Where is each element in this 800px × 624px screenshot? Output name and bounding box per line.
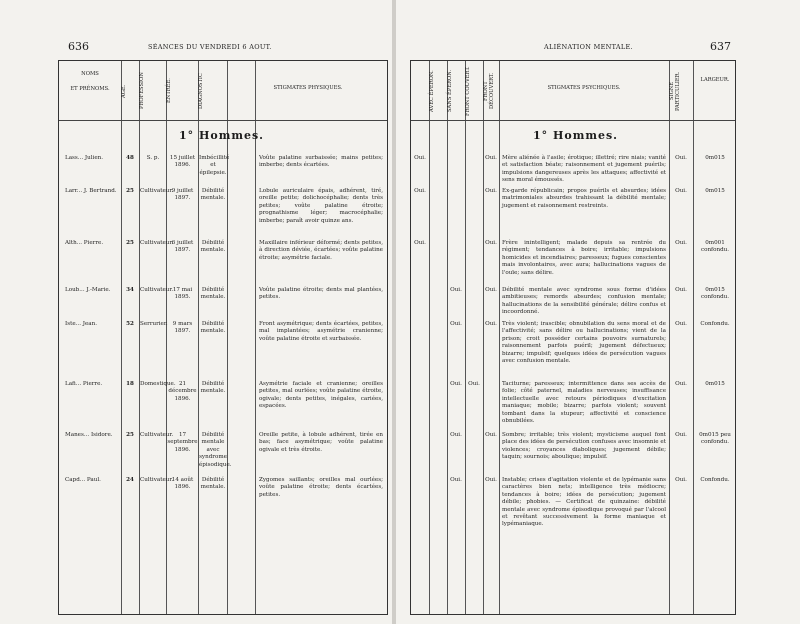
cell-largeur: Confondu. [700, 321, 730, 327]
cell-entree: 14 août 1896. [171, 477, 194, 491]
cell-sans-eperon: Oui. [450, 287, 462, 293]
cell-stigmates-physiques: Voûte palatine surbaissée; mains petites; imberbe; dents écartées. [259, 155, 383, 169]
cell-nom: Manes... Isidore. [65, 432, 113, 438]
cell-profession: Serrurier. [140, 321, 168, 327]
cell-age: 34 [126, 287, 134, 293]
cell-profession: Cultivateur. [140, 188, 174, 194]
cell-stigmates-psychiques: Instable; crises d'agitation violente et de lypémanie sans caractères bien nets; intelligence très médiocre; tendances à boire; idées de persécution; jugement débile; phobies. — Certificat de quinzaine: débilité mentale avec syndrome épisodique provoqué par l'alcool et revêtant successivement la forme maniaque et lypémaniaque. [502, 477, 666, 528]
left-page [0, 0, 392, 624]
cell-age: 48 [126, 155, 134, 161]
cell-nom: Alth... Pierre. [65, 240, 104, 246]
cell-nom: Capd... Paul. [65, 477, 101, 483]
cell-avec-eperon: Oui. [414, 155, 426, 161]
header-noms: NOMS ET PRÉNOMS. [70, 71, 110, 93]
cell-largeur: 0m015 [705, 155, 725, 161]
cell-stigmates-physiques: Zygomes saillants; oreilles mal ourlées; voûte palatine étroite; dents écartées, petites. [259, 477, 383, 498]
cell-signe: Oui. [675, 188, 687, 194]
running-head-right: ALIÉNATION MENTALE. [544, 43, 633, 51]
cell-signe: Oui. [675, 477, 687, 483]
cell-entree: 21 décembre 1896. [168, 381, 197, 402]
cell-nom: Iste... Jean. [65, 321, 98, 327]
cell-stigmates-physiques: Asymétrie faciale et cranienne; oreilles petites, mal ourlées; voûte palatine étroite, ogivale; dents petites, inégales, cariées, espacées. [259, 381, 383, 410]
cell-stigmates-psychiques: Débilité mentale avec syndrome sous forme d'idées ambitieuses; remords absurdes; confusion mentale; hallucinations de la sensibilité générale; délire confus et incoordonné. [502, 287, 666, 316]
cell-profession: Domestique. [140, 381, 176, 387]
cell-stigmates-psychiques: Très violent; irascible; obnubilation du sens moral et de l'affectivité; sans délire ou hallucinations; vient de la prison; croit posséder certains pouvoirs surnaturels; raisonnement parfois puéril; jugement défectueux; bizarre; impulsif; quelques idées de persécution vagues avec confusion mentale. [502, 321, 666, 364]
cell-signe: Oui. [675, 381, 687, 387]
header-age: AGE. [121, 84, 127, 98]
cell-diagnostic: Débilité mentale. [200, 287, 226, 301]
cell-stigmates-physiques: Voûte palatine étroite; dents mal plantées, petites. [259, 287, 383, 301]
cell-age: 25 [126, 240, 134, 246]
cell-signe: Oui. [675, 321, 687, 327]
header-front-decouvert: FRONT DÉCOUVERT. [483, 72, 495, 110]
cell-front-decouvert: Oui. [485, 287, 497, 293]
cell-front-decouvert: Oui. [485, 432, 497, 438]
cell-stigmates-psychiques: Frère inintelligent; malade depuis sa rentrée du régiment; tendances à boire; irritable; impulsions homicides et incendiaires; paresseux; fugues conscientes mais involontaires, avec aura; hallucinations vagues de l'ouïe; sans délire. [502, 240, 666, 276]
cell-diagnostic: Imbécillité et épilepsie. [199, 155, 230, 176]
header-largeur: LARGEUR. [700, 77, 730, 83]
cell-entree: 17 septembre 1896. [167, 432, 198, 453]
cell-nom: Loub... J.-Marie. [65, 287, 111, 293]
cell-diagnostic: Débilité mentale. [200, 188, 226, 202]
cell-front-decouvert: Oui. [485, 155, 497, 161]
cell-entree: 17 mai 1895. [172, 287, 193, 301]
cell-stigmates-psychiques: Taciturne; paresseux; intermittence dans ses accès de folie; côté paternel, maladies nerveuses; insuffisance intellectuelle avec retours périodiques d'excitation maniaque; mobile; bizarre; parfois violent; souvent tombant dans la stupeur; affectivité et conscience obnubilées. [502, 381, 666, 424]
cell-entree: 9 mars 1897. [172, 321, 193, 335]
cell-nom: Lafi... Pierre. [65, 381, 103, 387]
cell-entree: 9 juillet 1897. [171, 188, 194, 202]
cell-nom: Lass... Julien. [65, 155, 104, 161]
cell-signe: Oui. [675, 240, 687, 246]
cell-stigmates-physiques: Maxillaire inférieur déformé; dents petites, à direction déviée, écartées; voûte palatine étroite; asymétrie faciale. [259, 240, 383, 261]
cell-age: 52 [126, 321, 134, 327]
header-sans-eperon: SANS ÉPERON. [447, 69, 453, 113]
cell-signe: Oui. [675, 287, 687, 293]
cell-front-decouvert: Oui. [485, 240, 497, 246]
header-profession: PROFESSION [139, 72, 145, 110]
running-head-left: SÉANCES DU VENDREDI 6 AOUT. [148, 43, 272, 51]
cell-signe: Oui. [675, 432, 687, 438]
cell-diagnostic: Débilité mentale. [200, 240, 226, 254]
cell-profession: S. p. [146, 155, 160, 161]
cell-signe: Oui. [675, 155, 687, 161]
header-stigmates-physiques: STIGMATES PHYSIQUES. [273, 85, 343, 91]
cell-profession: Cultivateur. [140, 477, 174, 483]
cell-sans-eperon: Oui. [450, 381, 462, 387]
cell-stigmates-psychiques: Sombre; irritable; très violent; mysticisme auquel font place des idées de persécution confuses avec insomnie et violences; croyances diaboliques; jugement débile; taquin; sournois; aboulique; impulsif. [502, 432, 666, 461]
cell-stigmates-physiques: Oreille petite, à lobule adhérent, tirée en bas; face asymétrique; voûte palatine ogivale et très étroite. [259, 432, 383, 453]
header-avec-eperon: AVEC ÉPERON. [429, 70, 435, 112]
cell-sans-eperon: Oui. [450, 321, 462, 327]
cell-stigmates-physiques: Front asymétrique; dents écartées, petites, mal implantées; asymétrie cranienne; voûte palatine étroite et surbaissée. [259, 321, 383, 342]
cell-front-decouvert: Oui. [485, 477, 497, 483]
header-diagnostic: DIAGNOSTIC [198, 73, 204, 109]
cell-diagnostic: Débilité mentale. [200, 321, 226, 335]
cell-avec-eperon: Oui. [414, 240, 426, 246]
header-stigmates-psychiques: STIGMATES PSYCHIQUES. [547, 85, 621, 91]
cell-nom: Larr... J. Bertrand. [65, 188, 117, 194]
cell-stigmates-psychiques: Ex-garde républicain; propos puérils et absurdes; idées matrimoniales absurdes trahissant la débilité mentale; jugement et raisonnement restreints. [502, 188, 666, 209]
cell-front-decouvert: Oui. [485, 321, 497, 327]
cell-largeur: 0m015 [705, 381, 725, 387]
cell-stigmates-physiques: Lobule auriculaire épais, adhérent, tiré, oreille petite; dolichocéphalie; dents très petites; voûte palatine étroite; prognathisme léger; macrocéphalie; imberbe; paraît avoir quinze ans. [259, 188, 383, 224]
cell-entree: 6 juillet 1897. [171, 240, 194, 254]
cell-diagnostic: Débilité mentale. [200, 381, 226, 395]
table-right [410, 60, 736, 615]
cell-diagnostic: Débilité mentale avec syndrome épisodique. [199, 432, 232, 468]
cell-stigmates-psychiques: Mère aliénée à l'asile; érotique; illettré; rire niais; vanité et satisfaction béate; raisonnement et jugement puérils; impulsions dangereuses après les attaques; affectivité et sens moral émoussés. [502, 155, 666, 184]
cell-entree: 15 juillet 1896. [169, 155, 196, 169]
section-title-left: 1° Hommes. [179, 129, 265, 142]
page-number-right: 637 [710, 40, 731, 53]
cell-sans-eperon: Oui. [450, 477, 462, 483]
cell-diagnostic: Débilité mentale. [200, 477, 226, 491]
cell-profession: Cultivateur. [140, 287, 174, 293]
header-front-couvert: FRONT COUVERT. [465, 66, 471, 116]
cell-profession: Cultivateur. [140, 240, 174, 246]
header-entree: ENTRÉE. [166, 78, 172, 104]
cell-largeur: 0m015 peu confondu. [699, 432, 731, 446]
section-title-right: 1° Hommes. [533, 129, 619, 142]
cell-age: 24 [126, 477, 134, 483]
cell-front-couvert: Oui. [468, 381, 480, 387]
cell-largeur: Confondu. [700, 477, 730, 483]
cell-age: 25 [126, 432, 134, 438]
cell-largeur: 0m015 [705, 188, 725, 194]
cell-front-decouvert: Oui. [485, 188, 497, 194]
page-number-left: 636 [68, 40, 89, 53]
cell-largeur: 0m001 confondu. [700, 240, 730, 254]
cell-age: 18 [126, 381, 134, 387]
right-page [396, 0, 800, 624]
cell-sans-eperon: Oui. [450, 432, 462, 438]
header-signe-particulier: SIGNE PARTICULIER. [669, 71, 681, 111]
cell-avec-eperon: Oui. [414, 188, 426, 194]
cell-profession: Cultivateur. [140, 432, 174, 438]
cell-largeur: 0m015 confondu. [700, 287, 730, 301]
table-left [58, 60, 388, 615]
cell-age: 25 [126, 188, 134, 194]
